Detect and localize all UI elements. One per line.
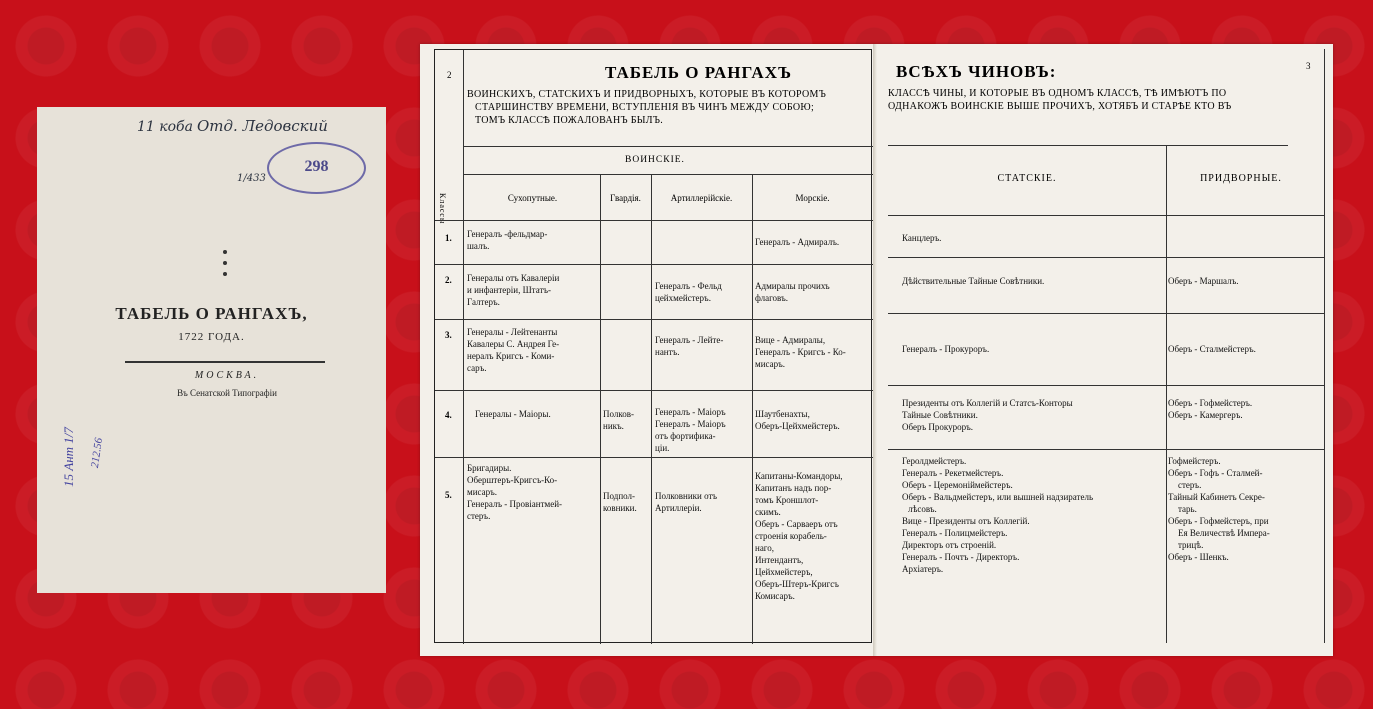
table-cell: Гофмейстеръ. Оберъ - Гофъ - Сталмей- стеръ. Тайный Кабинетъ Секре- тарь. Оберъ - Гофмейстеръ, при Ея Величествѣ Импера- трицѣ. Оберъ - Шенкъ. <box>1168 456 1270 562</box>
cover-city: МОСКВА. <box>194 370 260 381</box>
side-handwriting-number: 212.56 <box>89 437 106 469</box>
decorative-dots <box>223 250 229 283</box>
table-cell: Оберъ - Сталмейстеръ. <box>1168 344 1256 354</box>
right-page <box>878 49 1324 643</box>
column-header-land: Сухопутные. <box>507 193 558 203</box>
table-cell: Дѣйствительные Тайные Совѣтники. <box>902 276 1045 286</box>
cover-year: 1722 ГОДА. <box>178 331 245 343</box>
table-cell: Канцлеръ. <box>902 233 942 243</box>
handwritten-note: 11 коба <box>137 119 193 135</box>
table-cell: Генералъ - Маіоръ Генералъ - Маіоръ отъ фортифика- ціи. <box>655 407 726 453</box>
table-cell: Подпол- ковники. <box>603 491 637 513</box>
page-number: 2 <box>447 70 452 80</box>
class-number: 1. <box>445 233 452 243</box>
table-cell: Шаутбенахты, Оберъ-Цейхмейстеръ. <box>755 409 840 431</box>
table-cell: Оберъ - Маршалъ. <box>1168 276 1239 286</box>
table-cell: Генералъ - Прокуроръ. <box>902 344 990 354</box>
class-number: 3. <box>445 330 452 340</box>
page-number: 3 <box>1306 61 1311 71</box>
table-cell: Капитаны-Командоры, Капитанъ надъ пор- томъ Кроншлот- скимъ. Оберъ - Сарваеръ отъ строенія корабель- наго, Интендантъ, Цейхмейстеръ, Оберъ-Штеръ-Кригсъ Комисаръ. <box>755 471 843 601</box>
table-cell: Президенты отъ Коллегій и Статсъ-Конторы Тайные Совѣтники. Оберъ Прокуроръ. <box>902 398 1073 432</box>
library-stamp: 298 <box>267 142 366 194</box>
section-header: ВОИНСКІЕ. <box>625 155 685 165</box>
handwritten-number: 1/433 <box>237 173 266 184</box>
page-title: ВСѢХЪ ЧИНОВЪ: <box>896 62 1057 81</box>
intro-text: КЛАССѢ ЧИНЫ, И КОТОРЫЕ ВЪ ОДНОМЪ КЛАССѢ, ТѢ ИМѢЮТЪ ПО ОДНАКОЖЪ ВОИНСКІЕ ВЫШЕ ПРОЧИХЪ, ХОТЯБЪ И СТАРѢЕ КТО ВЪ <box>888 88 1232 112</box>
table-cell: Генералы - Лейтенанты Кавалеры С. Андрея Ге- нералъ Кригсъ - Коми- саръ. <box>467 327 560 373</box>
table-cell: Генералы отъ Кавалеріи и инфантеріи, Штатъ- Галтеръ. <box>467 273 560 307</box>
table-cell: Полковники отъ Артиллеріи. <box>655 491 718 513</box>
class-number: 4. <box>445 410 452 420</box>
table-cell: Полков- никъ. <box>603 409 635 431</box>
cover-divider <box>125 361 325 363</box>
table-cell: Бригадиры. Оберштеръ-Кригсъ-Ко- мисаръ. Генералъ - Провіантмей- стеръ. <box>467 463 563 521</box>
table-cell: Генералъ - Фельд цейхмейстеръ. <box>655 281 722 303</box>
open-book <box>420 44 1333 656</box>
class-header: Классы <box>438 193 447 225</box>
column-header-artillery: Артиллерійскіе. <box>670 193 733 203</box>
left-page <box>434 49 872 643</box>
cover-printer: Въ Сенатской Типографіи <box>177 388 277 398</box>
table-cell: Генералъ - Адмиралъ. <box>755 237 840 247</box>
class-number: 5. <box>445 490 452 500</box>
class-number: 2. <box>445 275 452 285</box>
table-cell: Генералы - Маіоры. <box>475 409 551 419</box>
table-cell: Генералъ - Лейте- нантъ. <box>655 335 724 357</box>
handwritten-signature: Отд. Ледовский <box>197 117 328 135</box>
page-title: ТАБЕЛЬ О РАНГАХЪ <box>605 63 792 82</box>
column-header-naval: Морскіе. <box>795 193 830 203</box>
table-cell: Генералъ -фельдмар- шалъ. <box>467 229 548 251</box>
book-spine <box>873 44 877 656</box>
table-cell: Геролдмейстеръ. Генералъ - Рекетмейстеръ. Оберъ - Церемоніймейстеръ. Оберъ - Вальдмейстеръ, или вышней надзиратель лѣсовъ. Вице - Президенты отъ Коллегій. Генералъ - Полицмейстеръ. Директоръ отъ строеній. Генералъ - Почтъ - Директоръ. Архіатеръ. <box>902 456 1094 574</box>
table-cell: Адмиралы прочихъ флаговъ. <box>755 281 830 303</box>
cover-title: ТАБЕЛЬ О РАНГАХЪ, <box>115 304 308 323</box>
side-handwriting: 15 Ант 1/7 <box>61 427 76 487</box>
intro-text: ВОИНСКИХЪ, СТАТСКИХЪ И ПРИДВОРНЫХЪ, КОТОРЫЕ ВЪ КОТОРОМЪ СТАРШИНСТВУ ВРЕМЕНИ, ВСТУПЛЕНІЯ ВЪ ЧИНЪ МЕЖДУ СОБОЮ; ТОМЪ КЛАССѢ ПОЖАЛОВАНЪ БЫЛЪ. <box>467 89 827 126</box>
table-cell: Оберъ - Гофмейстеръ. Оберъ - Камергеръ. <box>1168 398 1253 420</box>
column-header-court: ПРИДВОРНЫЕ. <box>1200 173 1282 184</box>
column-header-civil: СТАТСКІЕ. <box>997 173 1057 184</box>
table-cell: Вице - Адмиралы, Генералъ - Кригсъ - Ко- мисаръ. <box>755 335 846 369</box>
column-header-guard: Гвардія. <box>610 193 641 203</box>
book-cover <box>37 107 386 593</box>
